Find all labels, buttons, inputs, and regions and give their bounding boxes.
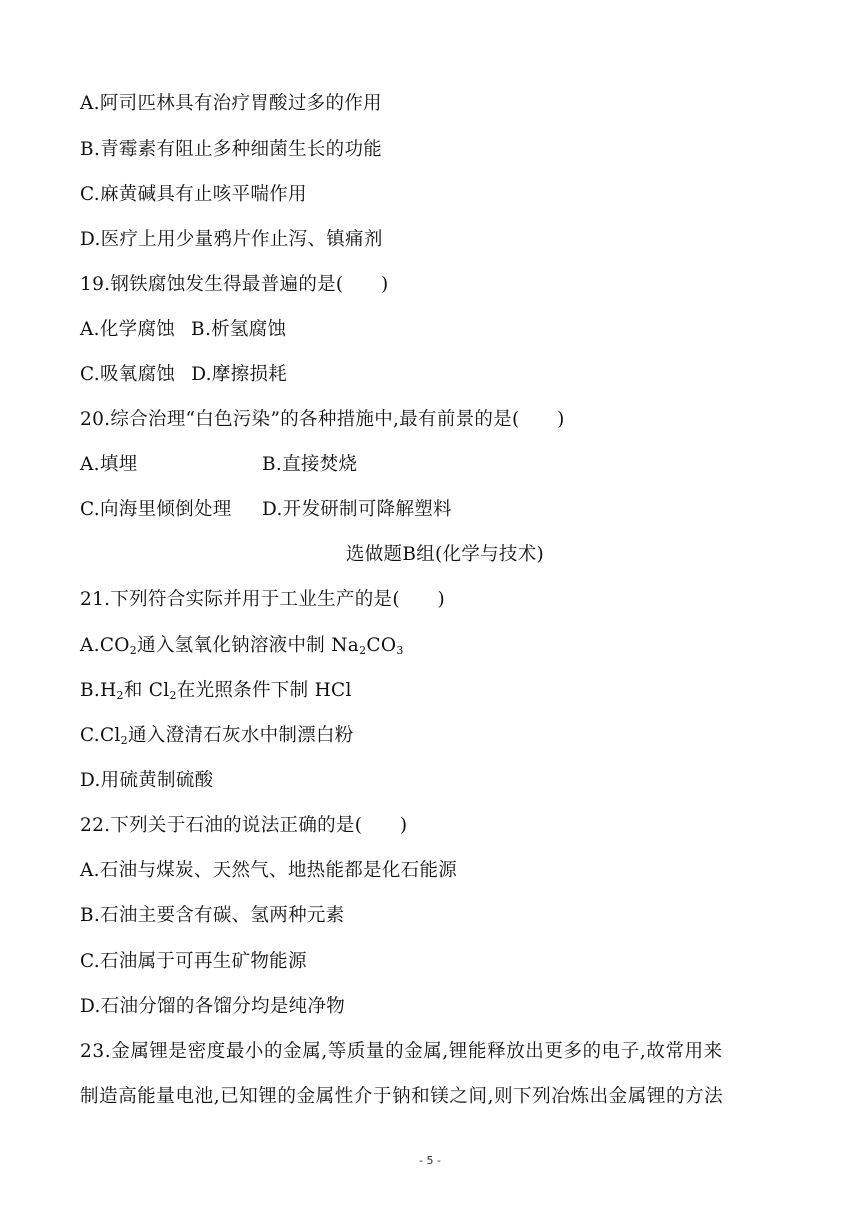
q19-option-b: B.析氢腐蚀 (191, 319, 287, 340)
q19-option-a: A.化学腐蚀 (80, 319, 176, 340)
q23-text-line2: 制造高能量电池,已知锂的金属性介于钠和镁之间,则下列冶炼出金属锂的方法 (80, 1086, 724, 1107)
q19-options-row2 (80, 362, 287, 388)
q19-options-row1 (80, 317, 286, 343)
q18-option-d: D.医疗上用少量鸦片作止泻、镇痛剂 (80, 229, 383, 250)
q22-option-a: A.石油与煤炭、天然气、地热能都是化石能源 (80, 860, 458, 881)
q23-text-line1: 23.金属锂是密度最小的金属,等质量的金属,锂能释放出更多的电子,故常用来 (80, 1041, 723, 1062)
q20-stem: 20.综合治理“白色污染”的各种措施中,最有前景的是( ) (80, 409, 565, 430)
q19-stem: 19.钢铁腐蚀发生得最普遍的是( ) (80, 274, 389, 295)
q19-option-d: D.摩擦损耗 (191, 364, 288, 385)
page-number: - 5 - (419, 1154, 441, 1167)
q21-option-d: D.用硫黄制硫酸 (80, 770, 214, 791)
q19-option-c: C.吸氧腐蚀 (80, 364, 176, 385)
q21-option-b: $B.H_2$和 $Cl_2$在光照条件下制 HCl (80, 680, 352, 702)
q18-option-a: A.阿司匹林具有治疗胃酸过多的作用 (80, 93, 382, 114)
q21-stem: 21.下列符合实际并用于工业生产的是( ) (80, 589, 445, 610)
q20-options-row2 (80, 497, 452, 523)
q22-option-d: D.石油分馏的各馏分均是纯净物 (80, 996, 346, 1017)
q20-option-c: C.向海里倾倒处理 (80, 499, 232, 520)
q20-option-a: A.填埋 (80, 454, 138, 475)
q20-option-b: B.直接焚烧 (262, 454, 358, 475)
q22-stem: 22.下列关于石油的说法正确的是( ) (80, 815, 408, 836)
q22-option-b: B.石油主要含有碳、氢两种元素 (80, 905, 345, 926)
q22-option-c: C.石油属于可再生矿物能源 (80, 951, 307, 972)
q18-option-c: C.麻黄碱具有止咳平喘作用 (80, 184, 307, 205)
q21-option-a: $A.CO_2$通入氢氧化钠溶液中制 $Na_2CO_3$ (80, 635, 404, 657)
section-title: 选做题B组(化学与技术) (345, 544, 545, 565)
q18-option-b: B.青霉素有阻止多种细菌生长的功能 (80, 139, 383, 160)
q20-options-row1 (80, 452, 357, 478)
q20-option-d: D.开发研制可降解塑料 (262, 499, 452, 520)
q21-option-c: $C.Cl_2$通入澄清石灰水中制漂白粉 (80, 725, 354, 747)
